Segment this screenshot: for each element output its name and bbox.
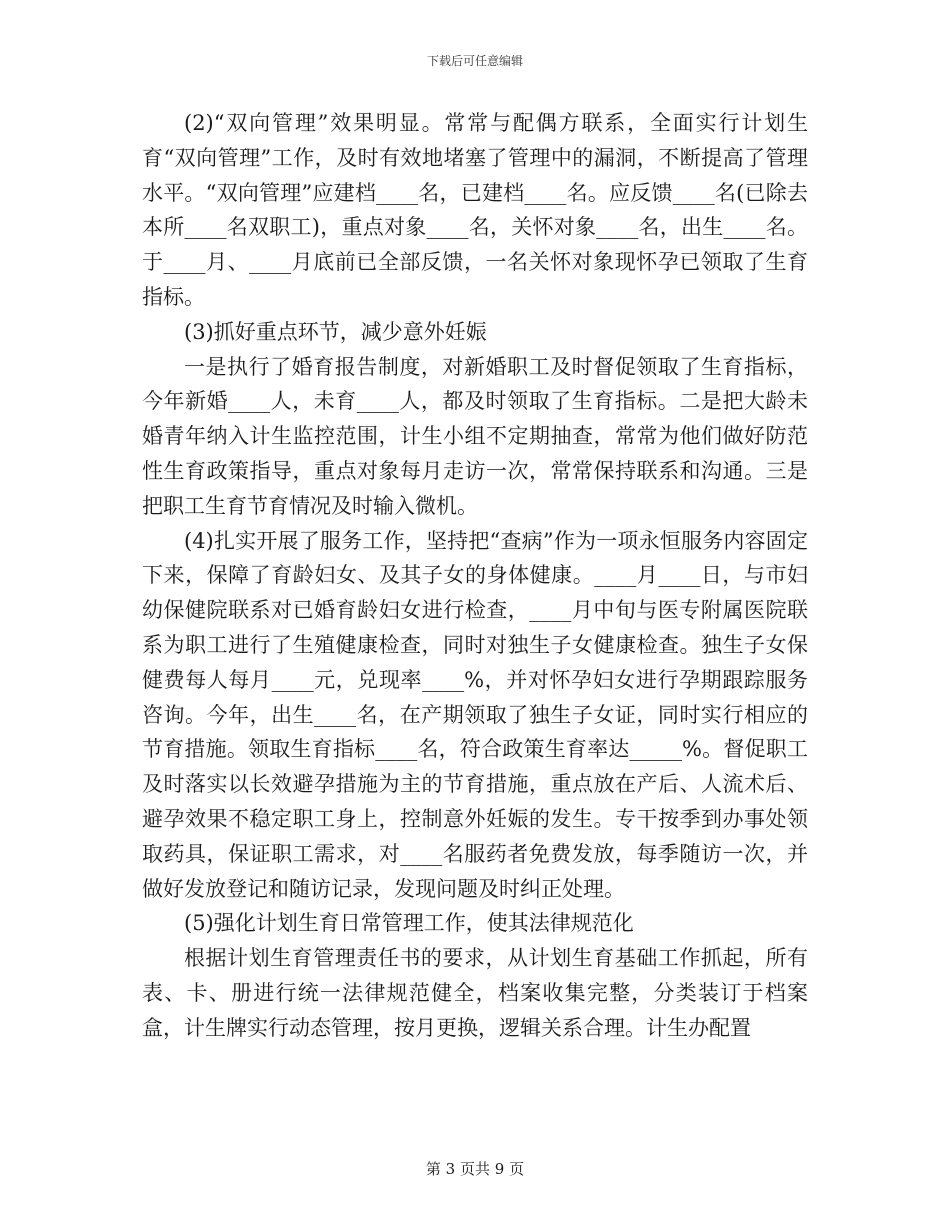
document-body: [142, 106, 808, 1046]
heading-key-links: (3)抓好重点环节，减少意外妊娠: [184, 319, 487, 344]
paragraph-double-management: (2)“双向管理”效果明显。常常与配偶方联系，全面实行计划生育“双向管理”工作，及时有效地堵塞了管理中的漏洞，不断提高了管理水平。“双向管理”应建档____名，已建档____名。应反馈____名(已除去本所____名双职工)，重点对象____名，关怀对象____名，出生____名。于____月、____月底前已全部反馈，一名关怀对象现怀孕已领取了生育指标。: [142, 111, 808, 309]
page-footer: 第 3 页共 9 页: [425, 1160, 525, 1178]
paragraph-marriage-report: 一是执行了婚育报告制度，对新婚职工及时督促领取了生育指标，今年新婚____人，未育____人，都及时领取了生育指标。二是把大龄未婚青年纳入计生监控范围，计生小组不定期抽查，常常为他们做好防范性生育政策指导，重点对象每月走访一次，常常保持联系和沟通。三是把职工生育节育情况及时输入微机。: [142, 354, 808, 518]
paragraph-service-work: (4)扎实开展了服务工作，坚持把“查病”作为一项永恒服务内容固定下来，保障了育龄妇女、及其子女的身体健康。____月____日，与市妇幼保健院联系对已婚育龄妇女进行检查，____月中旬与医专附属医院联系为职工进行了生殖健康检查，同时对独生子女健康检查。独生子女保健费每人每月____元，兑现率____%，并对怀孕妇女进行孕期跟踪服务咨询。今年，出生____名，在产期领取了独生子女证，同时实行相应的节育措施。领取生育指标____名，符合政策生育率达_____%。督促职工及时落实以长效避孕措施为主的节育措施，重点放在产后、人流术后、避孕效果不稳定职工身上，控制意外妊娠的发生。专干按季到办事处领取药具，保证职工需求，对____名服药者免费发放，每季随访一次，并做好发放登记和随访记录，发现问题及时纠正处理。: [142, 528, 808, 901]
heading-daily-management: (5)强化计划生育日常管理工作，使其法律规范化: [184, 911, 634, 936]
paragraph-responsibility: 根据计划生育管理责任书的要求，从计划生育基础工作抓起，所有表、卡、册进行统一法律规范健全，档案收集完整，分类装订于档案盒，计生牌实行动态管理，按月更换，逻辑关系合理。计生办配置: [142, 946, 808, 1040]
page-header: 下载后可任意编辑: [426, 54, 523, 68]
